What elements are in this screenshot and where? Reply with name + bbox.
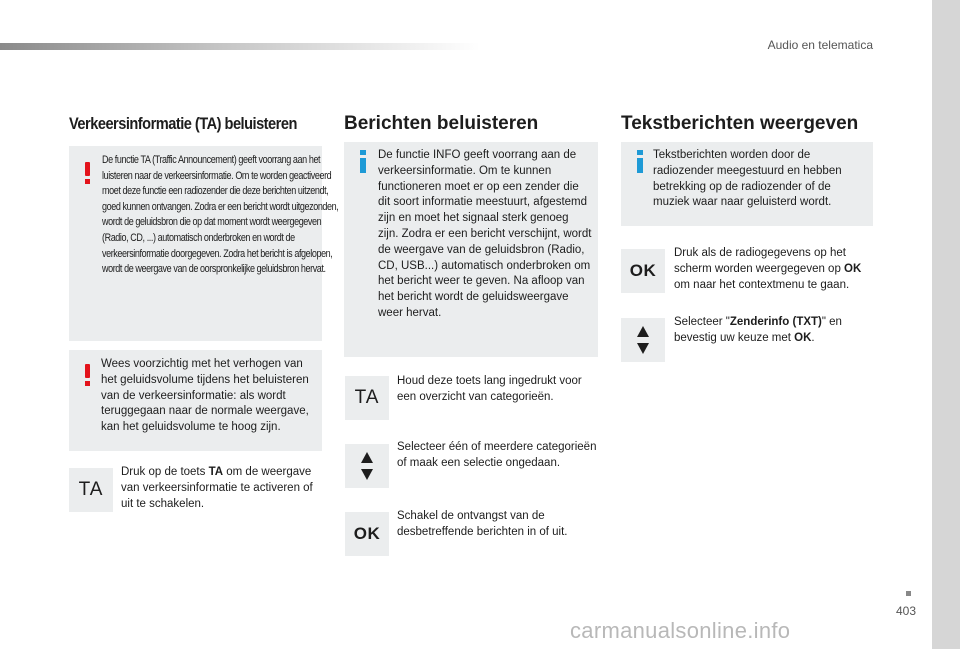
column-title-tekstberichten: Tekstberichten weergeven <box>621 113 859 134</box>
step-toggle-reception: Schakel de ontvangst van de desbetreffende berichten in of uit. <box>397 510 568 538</box>
page-marker <box>906 591 911 596</box>
column-title-ta: Verkeersinformatie (TA) beluisteren <box>69 114 297 133</box>
warning-box-volume <box>69 350 322 451</box>
up-down-arrows-icon <box>345 444 389 488</box>
watermark: carmanualsonline.info <box>570 618 791 643</box>
page-number: 403 <box>896 604 917 618</box>
warning-box-ta <box>69 146 339 341</box>
step-select-categories: Selecteer één of meerdere categorieën of maak een selectie ongedaan. <box>397 441 597 469</box>
info-text-tekstberichten: Tekstberichten worden door de radiozender meegestuurd en hebben betrekking op de radiozender of de muziek waar naar geluisterd wordt. <box>653 149 842 209</box>
info-box-berichten <box>344 142 598 357</box>
warning-text-volume: Wees voorzichtig met het verhogen van het geluidsvolume tijdens het beluisteren van de verkeersinformatie: als wordt teruggegaan naar de normale weergave, kan het geluidsvolume te hoog zijn. <box>101 358 309 434</box>
ok-key-icon: OK <box>345 512 389 556</box>
step-ta-toggle: Druk op de toets TA om de weergave van verkeersinformatie te activeren of uit te schakelen. <box>121 466 313 510</box>
step-hold-ta: Houd deze toets lang ingedrukt voor een overzicht van categorieën. <box>397 375 582 403</box>
step-select-zenderinfo: Selecteer "Zenderinfo (TXT)" en bevestig uw keuze met OK. <box>674 316 842 344</box>
ok-key-icon: OK <box>621 249 665 293</box>
warning-text-ta: De functie TA (Traffic Announcement) geeft voorrang aan het luisteren naar de verkeersinformatie. Om te worden geactiveerd moet deze functie een radiozender die deze berichten uitzendt, goed kunnen ontvangen. Zodra er een bericht wordt uitgezonden, wordt de geluidsbron die op dat moment wordt weergegeven (Radio, CD, ...) automatisch onderbroken en wordt de verkeersinformatie doorgegeven. Zodra het bericht is afgelopen, wordt de weergave van de oorspronkelijke geluidsbron hervat. <box>102 154 339 276</box>
info-box-tekstberichten <box>621 142 873 226</box>
info-text-berichten: De functie INFO geeft voorrang aan de verkeersinformatie. Om te kunnen functioneren moet er op een zender die dit soort informatie meestuurt, afgestemd zijn en moet het signaal sterk genoeg zijn. Zodra er een bericht verschijnt, wordt de weergave van de geluidsbron (Radio, CD, USB...) automatisch onderbroken om het bericht weer te geven. Na afloop van het bericht wordt de geluidsweergave weer hervat. <box>378 149 592 319</box>
header-gradient-bar <box>0 43 480 50</box>
page-edge-strip <box>932 0 960 649</box>
section-title: Audio en telematica <box>767 38 873 52</box>
ta-key-icon: TA <box>345 376 389 420</box>
step-context-menu: Druk als de radiogegevens op het scherm worden weergegeven op OK om naar het contextmenu te gaan. <box>674 247 862 291</box>
ta-key-icon: TA <box>69 468 113 512</box>
up-down-arrows-icon <box>621 318 665 362</box>
column-title-berichten: Berichten beluisteren <box>344 113 539 134</box>
